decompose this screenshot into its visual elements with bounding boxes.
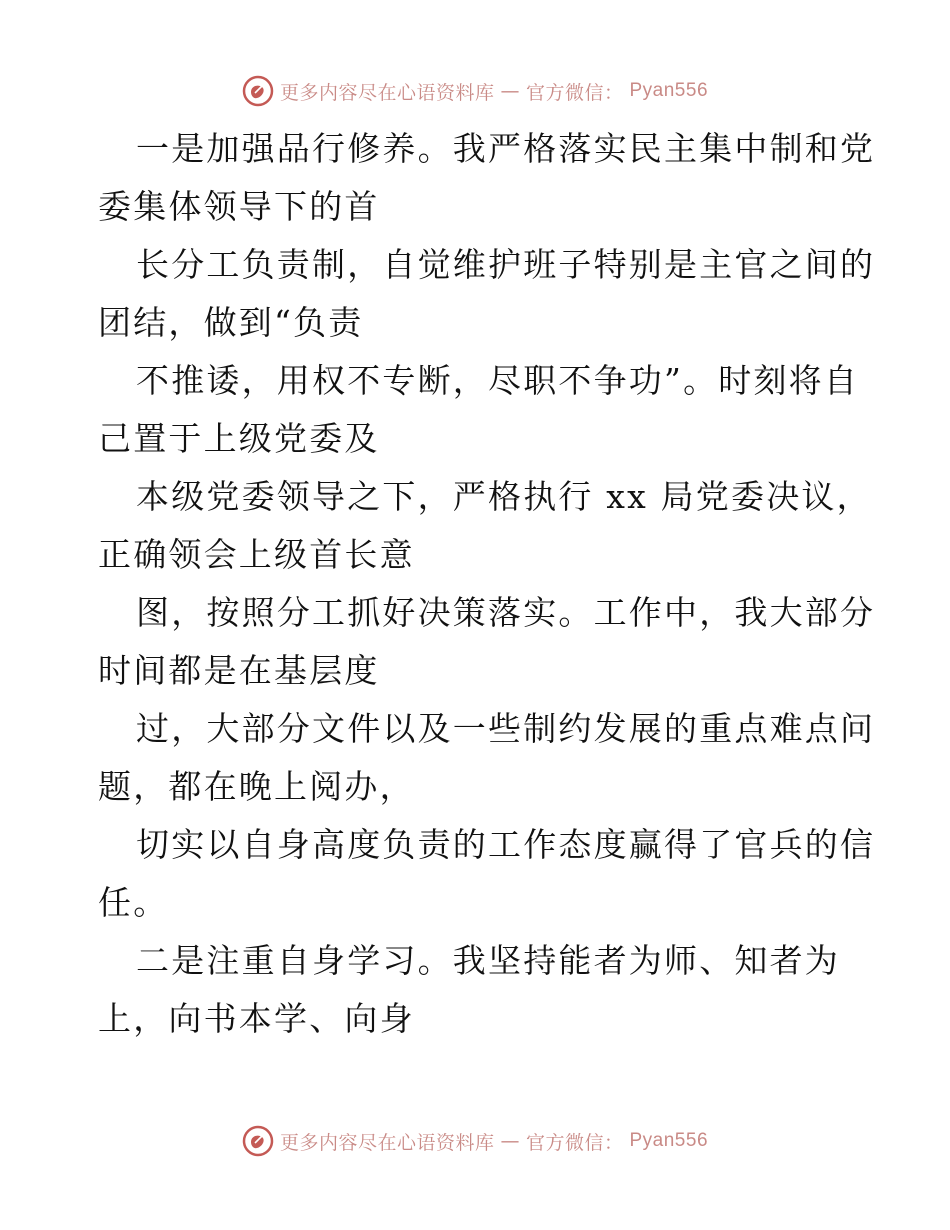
paragraph-8 bbox=[98, 932, 858, 1048]
paragraph-1 bbox=[98, 120, 876, 236]
paragraph-line: 任。 bbox=[98, 883, 169, 922]
paragraph-7 bbox=[98, 816, 876, 932]
paragraph-line: 题，都在晚上阅办， bbox=[98, 767, 415, 806]
paragraph-line: 不推诿，用权不专断，尽职不争功”。时刻将自 bbox=[136, 361, 860, 400]
paragraph-3 bbox=[98, 352, 858, 468]
watermark-wechat-label: 官方微信： bbox=[525, 1131, 624, 1154]
header-watermark bbox=[0, 71, 950, 111]
paragraph-6 bbox=[98, 700, 876, 816]
footer-watermark bbox=[0, 1121, 950, 1161]
watermark-wechat-id: Pyan556 bbox=[629, 80, 709, 101]
paragraph-line: 切实以自身高度负责的工作态度赢得了官兵的信 bbox=[136, 825, 876, 864]
watermark-text: 更多内容尽在心语资料库 bbox=[279, 1131, 495, 1154]
watermark-text: 更多内容尽在心语资料库 bbox=[279, 81, 495, 104]
heart-leaf-logo-icon bbox=[242, 1125, 274, 1157]
paragraph-line: 委集体领导下的首 bbox=[98, 187, 380, 226]
paragraph-line: 二是注重自身学习。我坚持能者为师、知者为 bbox=[136, 941, 840, 980]
paragraph-line: 图，按照分工抓好决策落实。工作中，我大部分 bbox=[136, 593, 876, 632]
paragraph-line: 己置于上级党委及 bbox=[98, 419, 380, 458]
paragraph-line: 本级党委领导之下，严格执行 xx 局党委决议， bbox=[136, 477, 872, 516]
paragraph-line: 长分工负责制，自觉维护班子特别是主官之间的 bbox=[136, 245, 876, 284]
paragraph-2 bbox=[98, 236, 876, 352]
paragraph-4 bbox=[98, 468, 872, 584]
watermark-separator: — bbox=[500, 1130, 520, 1152]
document-body bbox=[98, 120, 876, 1048]
watermark-wechat-id: Pyan556 bbox=[629, 1130, 709, 1151]
paragraph-line: 上，向书本学、向身 bbox=[98, 999, 415, 1038]
paragraph-line: 时间都是在基层度 bbox=[98, 651, 380, 690]
heart-leaf-logo-icon bbox=[242, 75, 274, 107]
watermark-wechat-label: 官方微信： bbox=[525, 81, 624, 104]
paragraph-line: 团结，做到“负责 bbox=[98, 303, 364, 342]
paragraph-line: 正确领会上级首长意 bbox=[98, 535, 415, 574]
paragraph-line: 一是加强品行修养。我严格落实民主集中制和党 bbox=[136, 129, 876, 168]
watermark-separator: — bbox=[500, 80, 520, 102]
paragraph-line: 过，大部分文件以及一些制约发展的重点难点问 bbox=[136, 709, 876, 748]
paragraph-5 bbox=[98, 584, 876, 700]
